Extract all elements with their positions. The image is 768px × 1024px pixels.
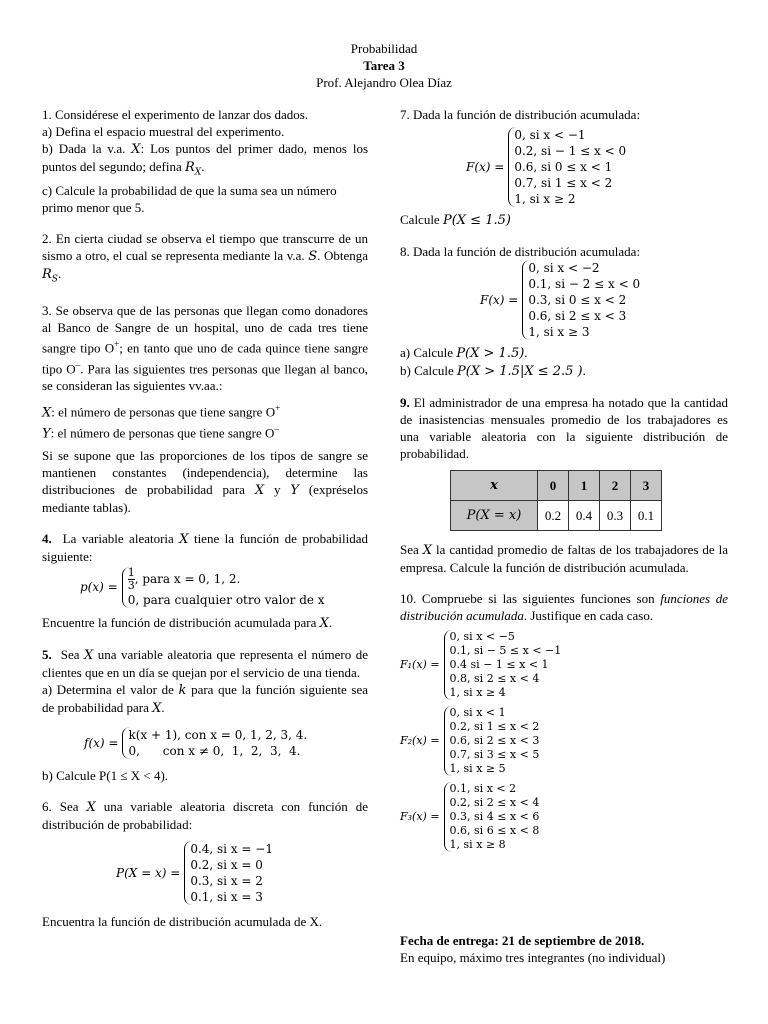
question-8: 8. Dada la función de distribución acumulada: F(x) = 0, si x < −2 0.1, si − 2 ≤ x < 0 0.3, si 0 ≤ x < 2 0.6, si 2 ≤ x < 3 1, si x ≥ 3 a) Calcule P(X > 1.5). b) Calcule P(X > 1.5|X ≤ 2.5 ). <box>400 243 728 380</box>
professor-name: Prof. Alejandro Olea Díaz <box>316 75 452 90</box>
part-c: c) Calcule la probabilidad de que la suma sea un número primo menor que 5. <box>42 182 337 215</box>
function-F: F(x) = 0, si x < −2 0.1, si − 2 ≤ x < 0 0.3, si 0 ≤ x < 2 0.6, si 2 ≤ x < 3 1, si x ≥ 3 <box>480 261 641 339</box>
variable-y-definition: Y: el número de personas que tiene sangre O– <box>42 424 279 442</box>
assignment-title: Tarea 3 <box>363 58 405 73</box>
question-7: 7. Dada la función de distribución acumulada: F(x) = 0, si x < −1 0.2, si − 1 ≤ x < 0 0.6, si 0 ≤ x < 1 0.7, si 1 ≤ x < 2 1, si x ≥ 2 Calcule P(X ≤ 1.5) <box>400 106 728 229</box>
due-date: Fecha de entrega: 21 de septiembre de 2018. <box>400 933 645 948</box>
variable-x-definition: X: el número de personas que tiene sangre O+ <box>42 402 281 421</box>
question-instruction: Encuentra la función de distribución acumulada de X. <box>42 913 323 929</box>
right-column <box>400 106 729 965</box>
function-p: p(x) = $\frac{1}{3}$ , para x = 0, 1, 2. 0, para cualquier otro valor de x <box>80 565 325 607</box>
function-F: F(x) = 0, si x < −1 0.2, si − 1 ≤ x < 0 0.6, si 0 ≤ x < 1 0.7, si 1 ≤ x < 2 1, si x ≥ 2 <box>466 128 627 206</box>
course-title: Probabilidad <box>350 41 418 56</box>
function-F3: F₃(x) = 0.1, si x < 2 0.2, si 2 ≤ x < 4 0.3, si 4 ≤ x < 6 0.6, si 6 ≤ x < 8 1, si x ≥ 8 <box>400 782 540 851</box>
question-3 <box>42 302 368 515</box>
question-6: 6. Sea X una variable aleatoria discreta con función de distribución de probabilidad: P(X = x) = 0.4, si x = −1 0.2, si x = 0 0.3, si x = 2 0.1, si x = 3 Encuentra la función de distribución acumulada de X. <box>42 798 369 929</box>
table-row: P(X = x) 0.2 0.4 0.3 0.1 <box>451 501 662 531</box>
probability-table <box>450 470 662 531</box>
function-f: f(x) = k(x + 1), con x = 0, 1, 2, 3, 4. 0, con x ≠ 0, 1, 2, 3, 4. <box>84 727 308 758</box>
function-F2: F₂(x) = 0, si x < 1 0.2, si 1 ≤ x < 2 0.6, si 2 ≤ x < 3 0.7, si 3 ≤ x < 5 1, si x ≥ 5 <box>400 706 540 775</box>
question-1 <box>42 106 368 216</box>
left-column <box>42 106 368 944</box>
question-text: 3. Se observa que de las personas que llegan como donadores al Banco de Sangre de un hospital, uno de cada tres tiene sangre tipo O+; en tanto que uno de cada quince tiene sangre tipo O–. Para las siguientes tres personas que llegan al banco, se consideran las siguientes vv.aa.: <box>42 303 368 393</box>
question-text: Considérese el experimento de lanzar dos dados. <box>55 107 309 122</box>
question-2: 2. En cierta ciudad se observa el tiempo que transcurre de un sismo a otro, el cual se representa mediante la v.a. S. Obtenga $R_S$. <box>42 230 369 285</box>
part-b: b) Dada la v.a. X: Los puntos del primer dado, menos los puntos del segundo; defina $R_X$. <box>42 141 369 178</box>
question-text: En cierta ciudad se observa el tiempo que transcurre de un sismo a otro, el cual se representa mediante la v.a. <box>42 230 368 263</box>
question-number: 1. <box>42 107 52 122</box>
part-b: b) Calcule P(1 ≤ X < 4). <box>42 767 169 783</box>
document-header <box>0 40 768 91</box>
question-4: 4. La variable aleatoria X tiene la función de probabilidad siguiente: p(x) = $\frac{1}{3}$ , para x = 0, 1, 2. 0, para cualquier otro valor de x Encuentre la función de distribución acumulada para X. <box>42 530 369 631</box>
table-row: x 0 1 2 3 <box>451 471 662 501</box>
footer <box>400 932 728 966</box>
function-F1: F₁(x) = 0, si x < −5 0.1, si − 5 ≤ x < −1 0.4 si − 1 ≤ x < 1 0.8, si 2 ≤ x < 4 1, si x ≥ 4 <box>400 630 562 699</box>
question-5: 5. Sea X una variable aleatoria que representa el número de clientes que en un día se quejan por el servicio de una tienda. a) Determina el valor de k para que la función siguiente sea de probabilidad para X. f(x) = k(x + 1), con x = 0, 1, 2, 3, 4. 0, con x ≠ 0, 1, 2, 3, 4. b) Calcule P(1 ≤ X < 4). <box>42 646 369 783</box>
question-number: 2. <box>42 230 52 246</box>
question-9: 9. El administrador de una empresa ha notado que la cantidad de inasistencias mensuales promedio de los trabajadores es una variable aleatoria con la siguiente distribución de probabilidad. x 0 1 2 3 P(X = x) 0.2 0.4 0.3 0.1 Sea X la cantidad promedio de faltas de los trabajadores de la empresa. Calcule la función de distribución acumulada. <box>400 395 729 575</box>
part-a: a) Defina el espacio muestral del experimento. <box>42 124 285 139</box>
function-P: P(X = x) = 0.4, si x = −1 0.2, si x = 0 0.3, si x = 2 0.1, si x = 3 <box>116 841 273 904</box>
question-10: 10. Compruebe si las siguientes funciones son funciones de distribución acumulada. Justifique en cada caso. F₁(x) = 0, si x < −5 0.1, si − 5 ≤ x < −1 0.4 si − 1 ≤ x < 1 0.8, si 2 ≤ x < 4 1, si x ≥ 4 F₂(x) = 0, si x < 1 0.2, si 1 ≤ x < 2 0.6, si 2 ≤ x < 3 0.7, si 3 ≤ x < 5 1, si x ≥ 5 F₃(x) = 0.1, si x < 2 0.2, si 2 ≤ x < 4 0.3, si 4 ≤ x < 6 0.6, si 6 ≤ x < 8 1, si x ≥ 8 <box>400 591 729 851</box>
question-instruction: Si se supone que las proporciones de los tipos de sangre se mantienen constantes (independencia), determine las distribuciones de probabilidad para X y Y (expréselos mediante tablas). <box>42 447 369 515</box>
team-note: En equipo, máximo tres integrantes (no individual) <box>400 950 666 965</box>
